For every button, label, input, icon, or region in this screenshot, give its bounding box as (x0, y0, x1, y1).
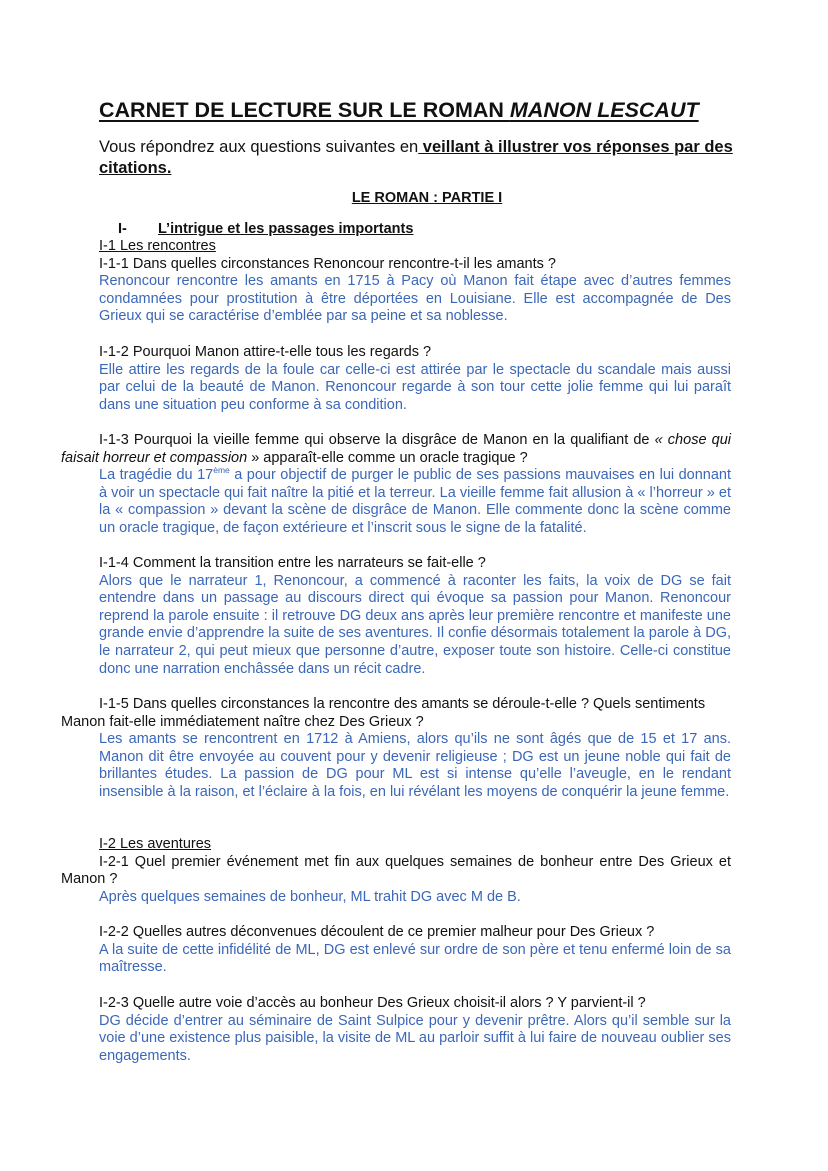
question-1-1-5: I-1-5 Dans quelles circonstances la rencontre des amants se déroule-t-elle ? Quels sentiments Manon fait-elle immédiatement naître chez Des Grieux ? (61, 696, 706, 730)
qa-1-1-2 (99, 344, 731, 414)
question-1-1-2: I-1-2 Pourquoi Manon attire-t-elle tous les regards ? (99, 344, 432, 360)
answer-1-1-3 (99, 467, 731, 537)
subsection-1 (99, 238, 731, 326)
answer-1-2-3: DG décide d’entrer au séminaire de Saint Sulpice pour y devenir prêtre. Alors qu’il semble sur la voie d’une existence plus paisible, la visite de ML au parloir suffit à lui faire de nouveau oublier ses engagements. (99, 1012, 731, 1064)
subsection-2 (61, 836, 731, 906)
answer-1-1-5: Les amants se rencontrent en 1712 à Amiens, alors qu’ils ne sont âgés que de 15 et 17 ans. Manon dit être envoyée au couvent pour y devenir religieuse ; DG est un jeune noble qui fait de brillantes études. La passion de DG pour ML est si intense qu’elle l’aveugle, en le rendant insensible à la raison, et l’éclaire à la fois, en lui révélant les moyens de conquérir la jeune femme. (99, 731, 731, 800)
question-1-1-3-part2: » apparaît-elle comme un oracle tragique ? (247, 449, 528, 466)
document-title (99, 98, 759, 123)
instructions-emphasis: veillant à illustrer vos réponses par des citations. (99, 138, 733, 177)
question-1-1-3 (61, 432, 731, 467)
question-1-1-3-quote-open: « chose (654, 432, 707, 448)
section-heading (118, 221, 413, 237)
subsection-heading-aventures: I-2 Les aventures (99, 836, 212, 852)
question-1-2-1: I-2-1 Quel premier événement met fin aux quelques semaines de bonheur entre Des Grieux et Manon ? (61, 853, 731, 888)
answer-1-1-2: Elle attire les regards de la foule car celle-ci est attirée par le spectacle du scandale mais aussi par celui de la beauté de Manon. Renoncour regarde à son tour cette jolie femme qui lui paraît dans une situation peu conforme à sa condition. (99, 361, 731, 413)
section-label: L’intrigue et les passages importants (158, 221, 414, 237)
answer-1-1-4: Alors que le narrateur 1, Renoncour, a commencé à raconter les faits, la voix de DG se fait entendre dans un passage au discours direct qui évoque sa passion pour Manon. Renoncour reprend la parole ensuite : il retrouve DG deux ans après leur première rencontre et manifeste une grande envie d’apprendre la suite de ses aventures. Il confie désormais totalement la parole à DG, le narrateur 2, qui peut mieux que personne d’autre, exposer toute son histoire. Celle-ci constitue donc une narration enchâssée dans un récit cadre. (99, 572, 731, 677)
qa-1-1-4 (99, 555, 731, 678)
part-title-text: LE ROMAN : PARTIE I (351, 190, 503, 206)
title-novel-name: MANON LESCAUT (509, 98, 699, 122)
question-1-1-3-part1: I-1-3 Pourquoi la vieille femme qui observe la disgrâce de Manon en la qualifiant de (99, 432, 655, 448)
answer-1-2-1: Après quelques semaines de bonheur, ML trahit DG avec M de B. (99, 888, 521, 905)
question-1-2-2: I-2-2 Quelles autres déconvenues découlent de ce premier malheur pour Des Grieux ? (99, 924, 655, 940)
qa-1-2-2 (99, 924, 731, 977)
instructions (99, 137, 739, 179)
title-prefix: CARNET DE LECTURE SUR LE ROMAN (99, 98, 510, 122)
question-1-1-3-quote: qui faisait horreur et compassion (61, 432, 731, 466)
qa-1-1-3 (61, 432, 732, 538)
question-1-2-3: I-2-3 Quelle autre voie d’accès au bonheur Des Grieux choisit-il alors ? Y parvient-il ? (99, 995, 646, 1011)
answer-1-1-3-part1: La tragédie du 17 (99, 467, 214, 484)
section-number: I- (118, 221, 127, 237)
answer-1-1-1: Renoncour rencontre les amants en 1715 à Pacy où Manon fait étape avec d’autres femmes condamnées pour prostitution à être déportées en Louisiane. Elle est accompagnée de Des Grieux qui se caractérise d’emblée par sa peine et sa noblesse. (99, 273, 731, 325)
answer-1-1-3-sup: ème (213, 465, 230, 476)
instructions-text: Vous répondrez aux questions suivantes en (99, 138, 419, 156)
answer-1-2-2: A la suite de cette infidélité de ML, DG est enlevé sur ordre de son père et tenu enfermé loin de sa maîtresse. (99, 941, 731, 976)
part-title (0, 190, 828, 206)
question-1-1-1: I-1-1 Dans quelles circonstances Renoncour rencontre-t-il les amants ? (99, 255, 556, 272)
qa-1-1-5 (61, 696, 731, 802)
answer-1-1-3-part2: a pour objectif de purger le public de ses passions mauvaises en lui donnant à voir un spectacle qui fait naître la pitié et la terreur. La vieille femme fait allusion à « l’horreur » et la « compassion » devant la scène de disgrâce de Manon. Elle commente donc la scène comme un oracle tragique, de façon extérieure et l’inscrit sous le signe de la fatalité. (99, 467, 732, 536)
subsection-heading-rencontres: I-1 Les rencontres (99, 238, 216, 254)
question-1-1-4: I-1-4 Comment la transition entre les narrateurs se fait-elle ? (99, 555, 486, 571)
qa-1-2-3 (99, 995, 731, 1065)
